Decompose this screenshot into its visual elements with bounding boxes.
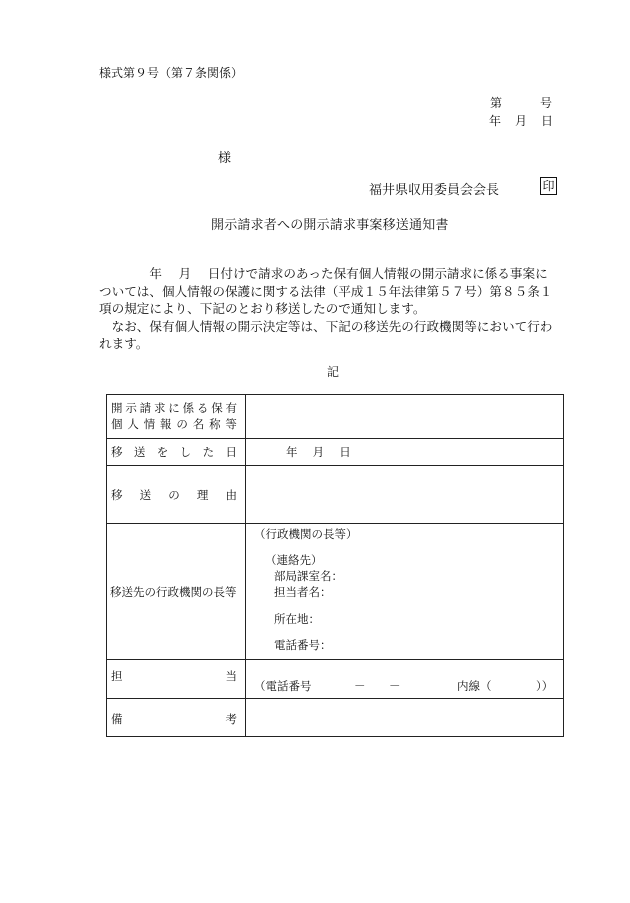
agency-head-label: （行政機関の長等） (254, 527, 358, 541)
date-month: 月 (515, 114, 528, 128)
seal-box: 印 (540, 177, 557, 195)
table-row (107, 466, 564, 524)
transfer-date-value-cell[interactable] (246, 439, 564, 466)
table-row (107, 660, 564, 699)
body-line: ついては、個人情報の保護に関する法律（平成１５年法律第５７号）第８５条１ (99, 283, 553, 299)
remarks-label: 備 考 (111, 712, 237, 726)
remarks-label-cell (107, 699, 246, 737)
address-label: 所在地： (274, 612, 320, 626)
date-year: 年 (489, 114, 502, 128)
destination-label: 移送先の行政機関の長等 (110, 584, 237, 599)
table-row (107, 439, 564, 466)
body-text (99, 265, 569, 353)
table-row (107, 395, 564, 439)
department-label: 部局課室名： (274, 569, 343, 583)
body-line: 項の規定により、下記のとおり移送したので通知します。 (99, 301, 426, 316)
reason-label-cell (107, 466, 246, 524)
reason-value-cell[interactable] (246, 466, 564, 524)
contact-person-value-cell[interactable] (246, 660, 564, 699)
document-title: 開示請求者への開示請求事案移送通知書 (211, 218, 449, 233)
reason-label: 移 送 の 理 由 (111, 487, 237, 502)
contact-person-label: 担 当 (111, 669, 237, 683)
transfer-date-label: 移 送 を し た 日 (111, 445, 237, 459)
person-in-charge-label: 担当者名： (274, 585, 332, 599)
body-line: 年 月 日付けで請求のあった保有個人情報の開示請求に係る事案に (99, 266, 548, 281)
phone-label: 電話番号： (274, 638, 332, 652)
destination-label-cell (107, 524, 246, 660)
document-number-line (490, 94, 552, 111)
body-line: なお、保有個人情報の開示決定等は、下記の移送先の行政機関等において行わ (99, 318, 553, 334)
info-label-cell (107, 395, 246, 439)
table-row (107, 524, 564, 660)
transfer-date-label-cell (107, 439, 246, 466)
date-day: 日 (541, 114, 554, 128)
info-label-line1: 開 示 請 求 に 係 る 保 有 (111, 401, 237, 415)
extension-close: ）） (536, 679, 554, 693)
destination-value-cell[interactable] (246, 524, 564, 660)
document-date-line (489, 112, 553, 129)
info-label-line2: 個 人 情 報 の 名 称 等 (111, 417, 237, 431)
phone-dash: － (389, 679, 401, 693)
sender-name: 福井県収用委員会会長 (369, 183, 500, 198)
phone-open: （電話番号 (254, 679, 312, 693)
contact-label: （連絡先） (265, 553, 323, 567)
form-number: 様式第９号（第７条関係） (99, 66, 244, 80)
remarks-value-cell[interactable] (246, 699, 564, 737)
number-suffix: 号 (540, 96, 553, 110)
extension-label: 内線（ (457, 679, 492, 693)
info-value-cell[interactable] (246, 395, 564, 439)
number-label: 第 (490, 96, 503, 110)
info-table (106, 394, 564, 737)
transfer-date-value: 年 月 日 (286, 445, 351, 459)
body-line: れます。 (99, 336, 149, 351)
phone-dash: － (354, 679, 366, 693)
addressee: 様 (218, 151, 232, 166)
ki-heading: 記 (327, 365, 340, 379)
contact-person-label-cell (107, 660, 246, 699)
table-row (107, 699, 564, 737)
